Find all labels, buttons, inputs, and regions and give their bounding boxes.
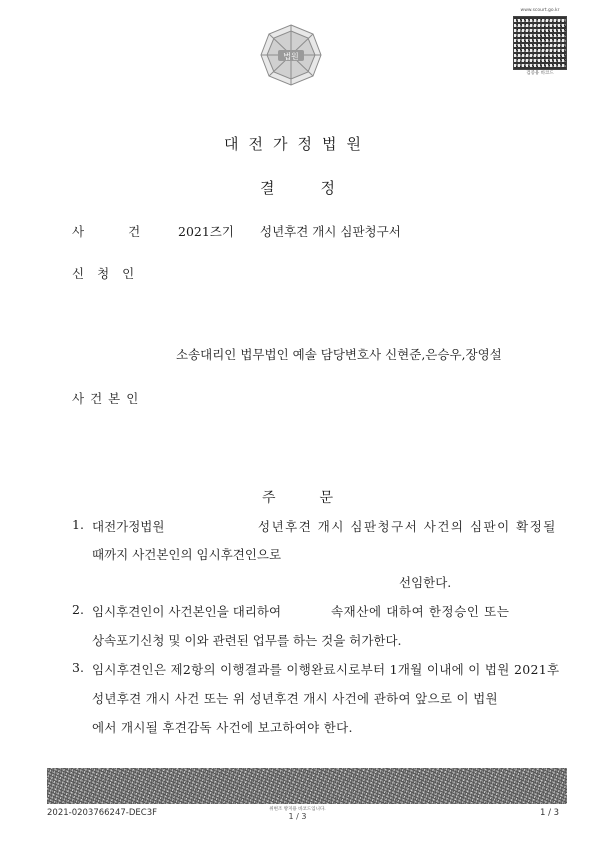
order-item-3-text: 임시후견인은 제2항의 이행결과를 이행완료시로부터 1개월 이내에 이 법원 2021후: [92, 662, 560, 677]
case-name: 성년후견 개시 심판청구서: [260, 224, 401, 239]
order-item-3-number: 3.: [72, 660, 84, 675]
order-item-1-text: 대전가정법원: [92, 519, 165, 534]
order-item-2-text: 속재산에 대하여 한정승인 또는: [331, 604, 510, 619]
case-number: 2021즈기: [178, 224, 234, 239]
order-item-1-text: 성년후견 개시 심판청구서 사건의 심판이 확정될: [258, 519, 557, 534]
principal-label: 사건본인: [72, 391, 145, 406]
center-page-number: 1 / 3: [288, 812, 307, 821]
applicant-label: 신청인: [72, 266, 148, 281]
qr-url: www.scourt.go.kr: [520, 8, 560, 13]
qr-caption: 검증용 바코드: [526, 71, 554, 76]
order-item-2-text: 임시후견인이 사건본인을 대리하여: [92, 604, 282, 619]
verification-qr-code: [513, 8, 565, 76]
court-emblem: [258, 22, 324, 88]
order-item-3-text: 에서 개시될 후견감독 사건에 보고하여야 한다.: [92, 720, 353, 735]
emblem-text: 법원: [283, 52, 299, 61]
case-label: 사건: [72, 224, 185, 239]
anti-forgery-barcode-band: [47, 768, 567, 804]
order-item-2-text: 상속포기신청 및 이와 관련된 업무를 하는 것을 허가한다.: [92, 633, 402, 648]
document-title: 결정: [260, 179, 381, 197]
page-number: 1 / 3: [540, 808, 560, 818]
order-item-3-text: 성년후견 개시 사건 또는 위 성년후견 개시 사건에 관하여 앞으로 이 법원: [92, 691, 498, 706]
order-heading: 주문: [261, 490, 378, 506]
order-item-1-text: 선임한다.: [399, 575, 452, 590]
order-item-1-text: 때까지 사건본인의 임시후견인으로: [92, 547, 282, 562]
attorney-line: 소송대리인 법무법인 예솔 담당변호사 신현준,은승우,장영설: [176, 347, 502, 362]
barcode-note: 위변조 방지용 바코드입니다.: [269, 807, 326, 812]
order-item-1-number: 1.: [72, 517, 84, 532]
qr-code-image: [513, 16, 567, 70]
court-name: 대전가정법원: [224, 135, 371, 153]
document-code: 2021-0203766247-DEC3F: [47, 808, 157, 818]
order-item-2-number: 2.: [72, 602, 84, 617]
